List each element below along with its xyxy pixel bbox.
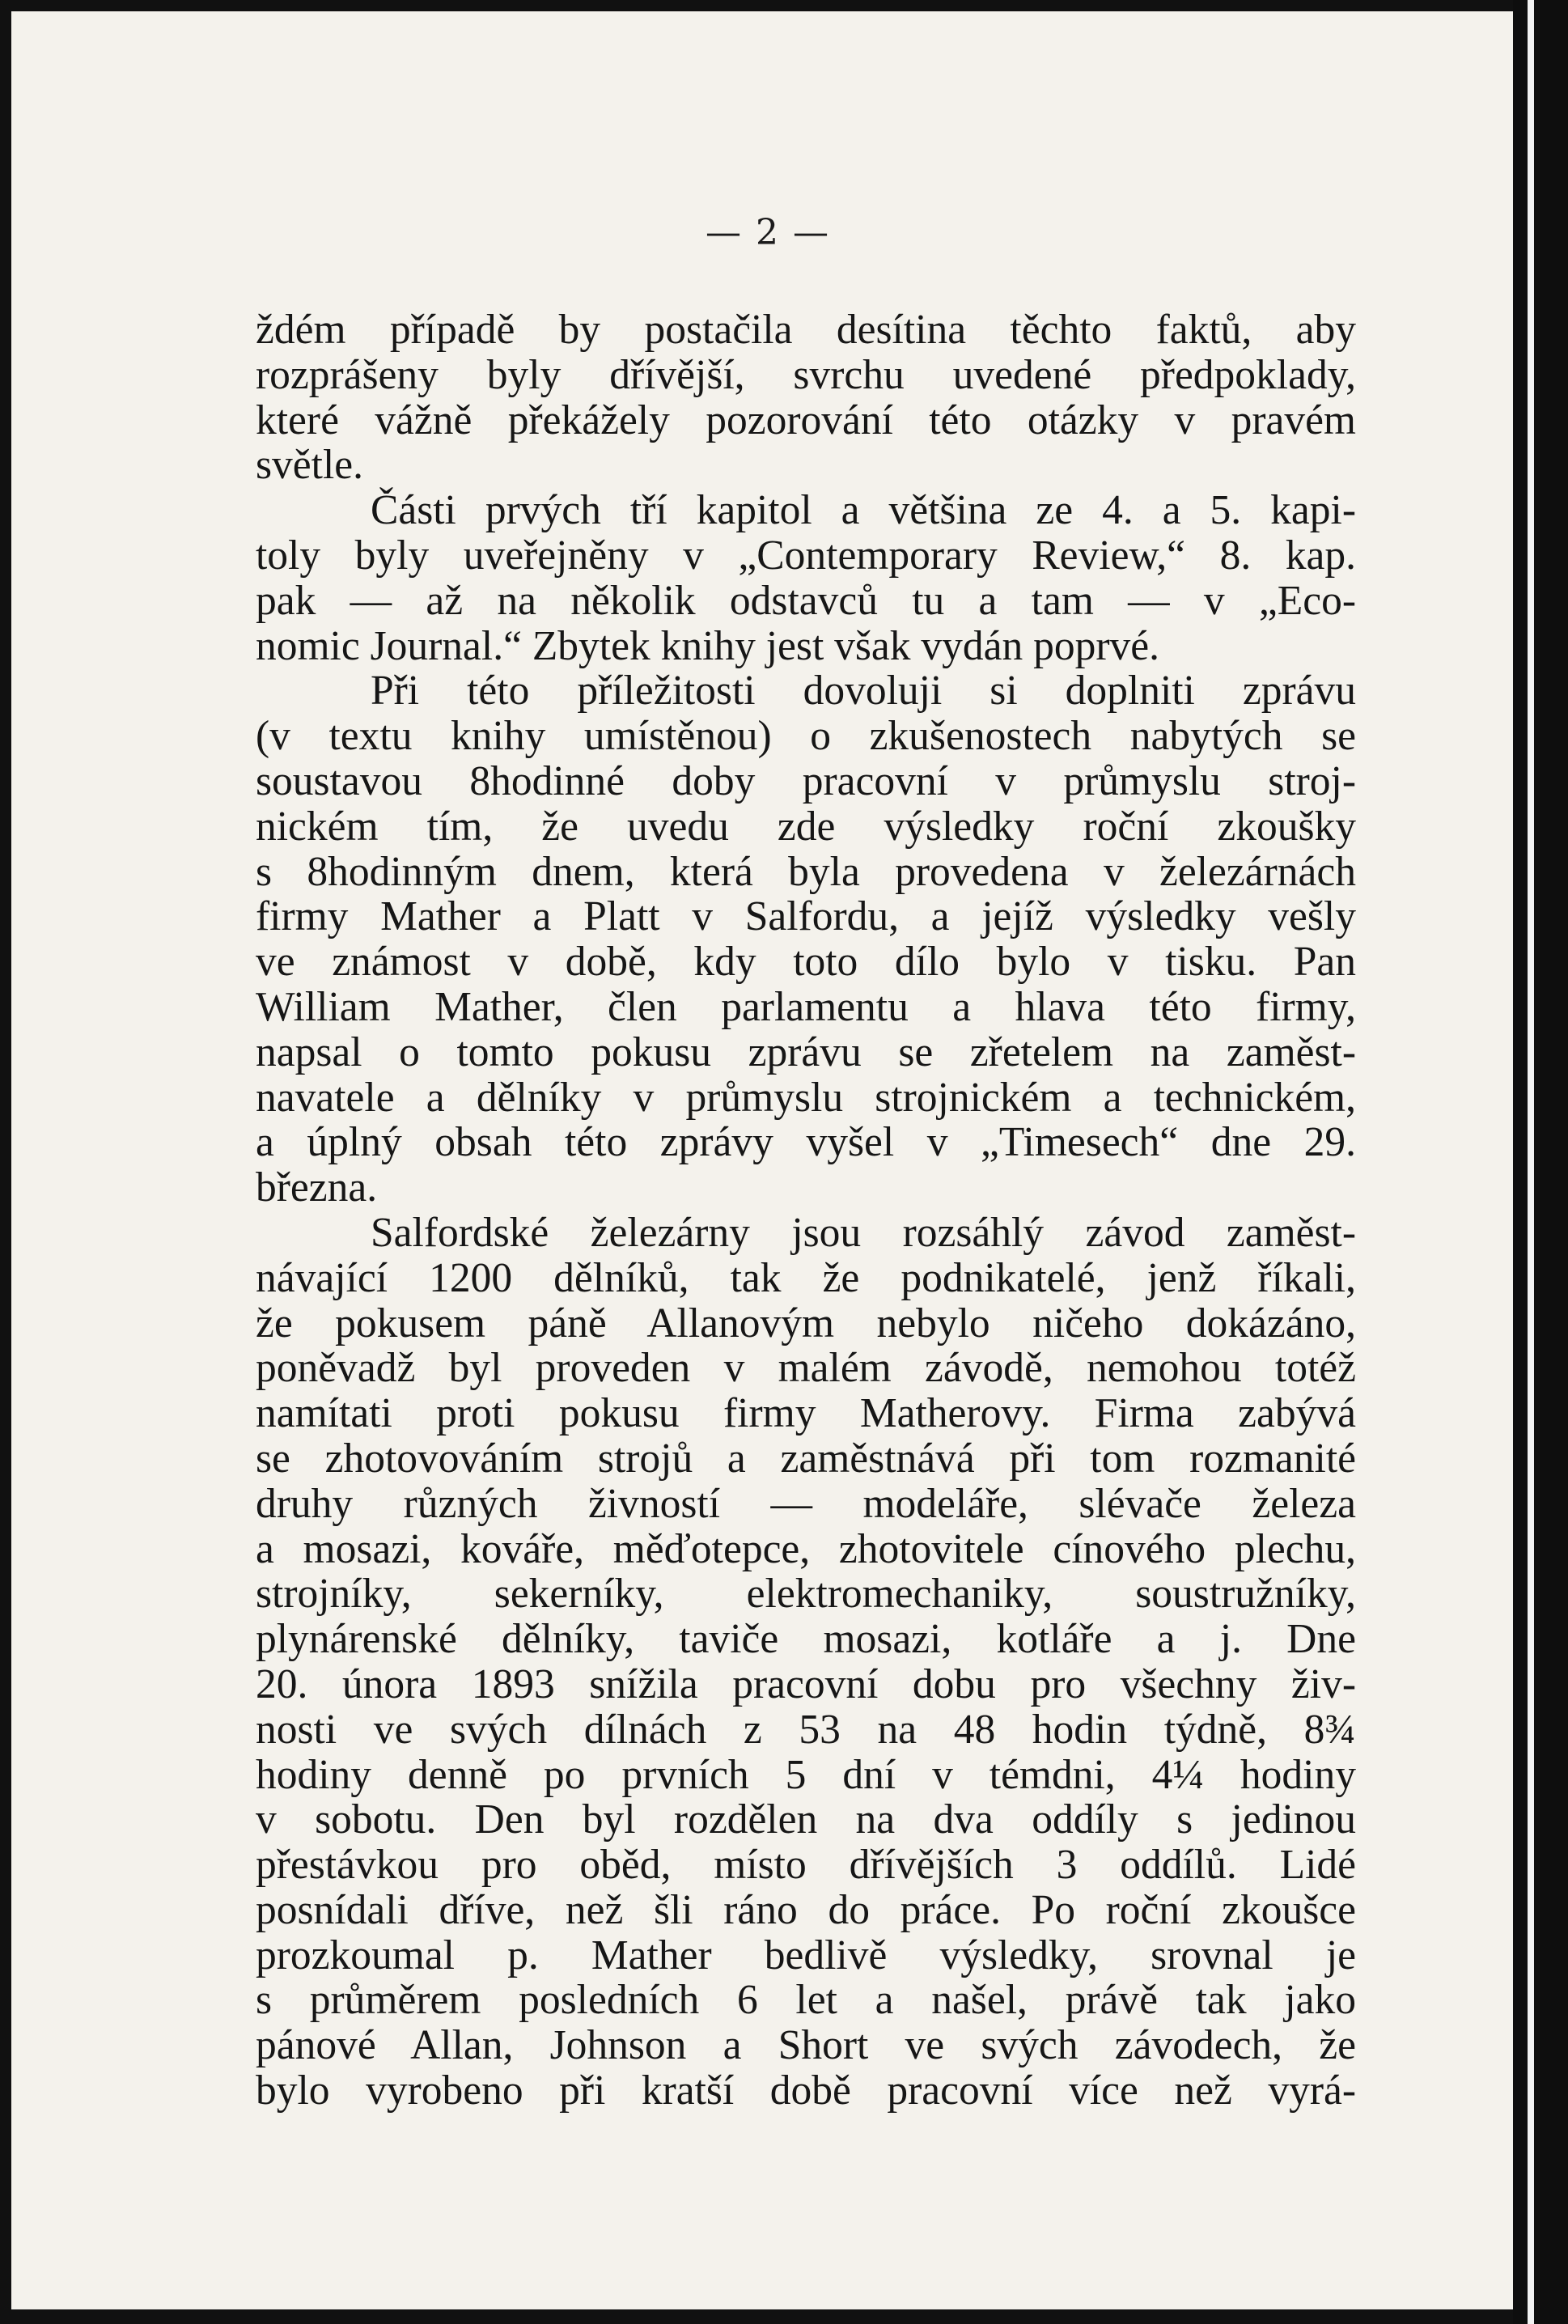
page-number: — 2 — bbox=[706, 212, 830, 253]
text-line: posnídali dříve, než šli ráno do práce. Po roční zkoušce bbox=[256, 1886, 1356, 1933]
text-line: Salfordské železárny jsou rozsáhlý závod zaměst- bbox=[371, 1209, 1356, 1256]
text-line: pak — až na několik odstavců tu a tam — v „Eco- bbox=[256, 577, 1356, 624]
text-line: plynárenské dělníky, taviče mosazi, kotláře a j. Dne bbox=[256, 1616, 1356, 1663]
text-line: že pokusem páně Allanovým nebylo ničeho dokázáno, bbox=[256, 1300, 1356, 1346]
text-line: se zhotovováním strojů a zaměstnává při tom rozmanité bbox=[256, 1435, 1356, 1482]
text-line: William Mather, člen parlamentu a hlava této firmy, bbox=[256, 983, 1356, 1030]
text-line: Části prvých tří kapitol a většina ze 4. a 5. kapi- bbox=[371, 487, 1356, 534]
text-line: ve známost v době, kdy toto dílo bylo v tisku. Pan bbox=[256, 939, 1356, 986]
text-line: a úplný obsah této zprávy vyšel v „Timesech“ dne 29. bbox=[256, 1119, 1356, 1166]
text-line: pánové Allan, Johnson a Short ve svých závodech, že bbox=[256, 2022, 1356, 2069]
text-line: s průměrem posledních 6 let a našel, právě tak jako bbox=[256, 1977, 1356, 2024]
text-line: které vážně překážely pozorování této otázky v pravém bbox=[256, 397, 1356, 443]
text-line: namítati proti pokusu firmy Matherovy. Firma zabývá bbox=[256, 1390, 1356, 1437]
text-line: ždém případě by postačila desítina těchto faktů, aby bbox=[256, 307, 1356, 353]
text-line: soustavou 8hodinné doby pracovní v průmyslu stroj- bbox=[256, 757, 1356, 804]
text-line: s 8hodinným dnem, která byla provedena v železárnách bbox=[256, 848, 1356, 895]
text-line: světle. bbox=[256, 442, 363, 489]
text-line: nickém tím, že uvedu zde výsledky roční zkoušky bbox=[256, 803, 1356, 850]
text-line: 20. února 1893 snížila pracovní dobu pro všechny živ- bbox=[256, 1660, 1356, 1707]
text-line: nosti ve svých dílnách z 53 na 48 hodin týdně, 8¾ bbox=[256, 1706, 1356, 1753]
text-line: návající 1200 dělníků, tak že podnikatelé, jenž říkali, bbox=[256, 1254, 1356, 1301]
body-text bbox=[256, 307, 1356, 2114]
text-line: (v textu knihy umístěnou) o zkušenostech nabytých se bbox=[256, 713, 1356, 760]
text-line: a mosazi, kováře, měďotepce, zhotovitele cínového plechu, bbox=[256, 1525, 1356, 1572]
text-line: prozkoumal p. Mather bedlivě výsledky, srovnal je bbox=[256, 1932, 1356, 1978]
text-line: v sobotu. Den byl rozdělen na dva oddíly s jedinou bbox=[256, 1796, 1356, 1843]
text-line: firmy Mather a Platt v Salfordu, a jejíž výsledky vešly bbox=[256, 893, 1356, 940]
text-line: Při této příležitosti dovoluji si doplniti zprávu bbox=[371, 668, 1356, 715]
scan-edge-strip bbox=[1528, 0, 1534, 2324]
scan-right-edge bbox=[1513, 0, 1568, 2324]
text-line: strojníky, sekerníky, elektromechaniky, soustružníky, bbox=[256, 1571, 1356, 1618]
text-line: března. bbox=[256, 1164, 378, 1211]
text-line: rozprášeny byly dřívější, svrchu uvedené předpoklady, bbox=[256, 351, 1356, 398]
text-line: přestávkou pro oběd, místo dřívějších 3 oddílů. Lidé bbox=[256, 1842, 1356, 1889]
text-line: navatele a dělníky v průmyslu strojnickém a technickém, bbox=[256, 1074, 1356, 1121]
text-line: nomic Journal.“ Zbytek knihy jest však vydán poprvé. bbox=[256, 622, 1160, 669]
text-line: druhy různých živností — modeláře, slévače železa bbox=[256, 1480, 1356, 1527]
text-line: bylo vyrobeno při kratší době pracovní více než vyrá- bbox=[256, 2067, 1356, 2114]
text-line: poněvadž byl proveden v malém závodě, nemohou totéž bbox=[256, 1345, 1356, 1392]
text-line: hodiny denně po prvních 5 dní v témdni, 4¼ hodiny bbox=[256, 1751, 1356, 1798]
text-line: toly byly uveřejněny v „Contemporary Review,“ 8. kap. bbox=[256, 532, 1356, 579]
text-line: napsal o tomto pokusu zprávu se zřetelem na zaměst- bbox=[256, 1028, 1356, 1075]
